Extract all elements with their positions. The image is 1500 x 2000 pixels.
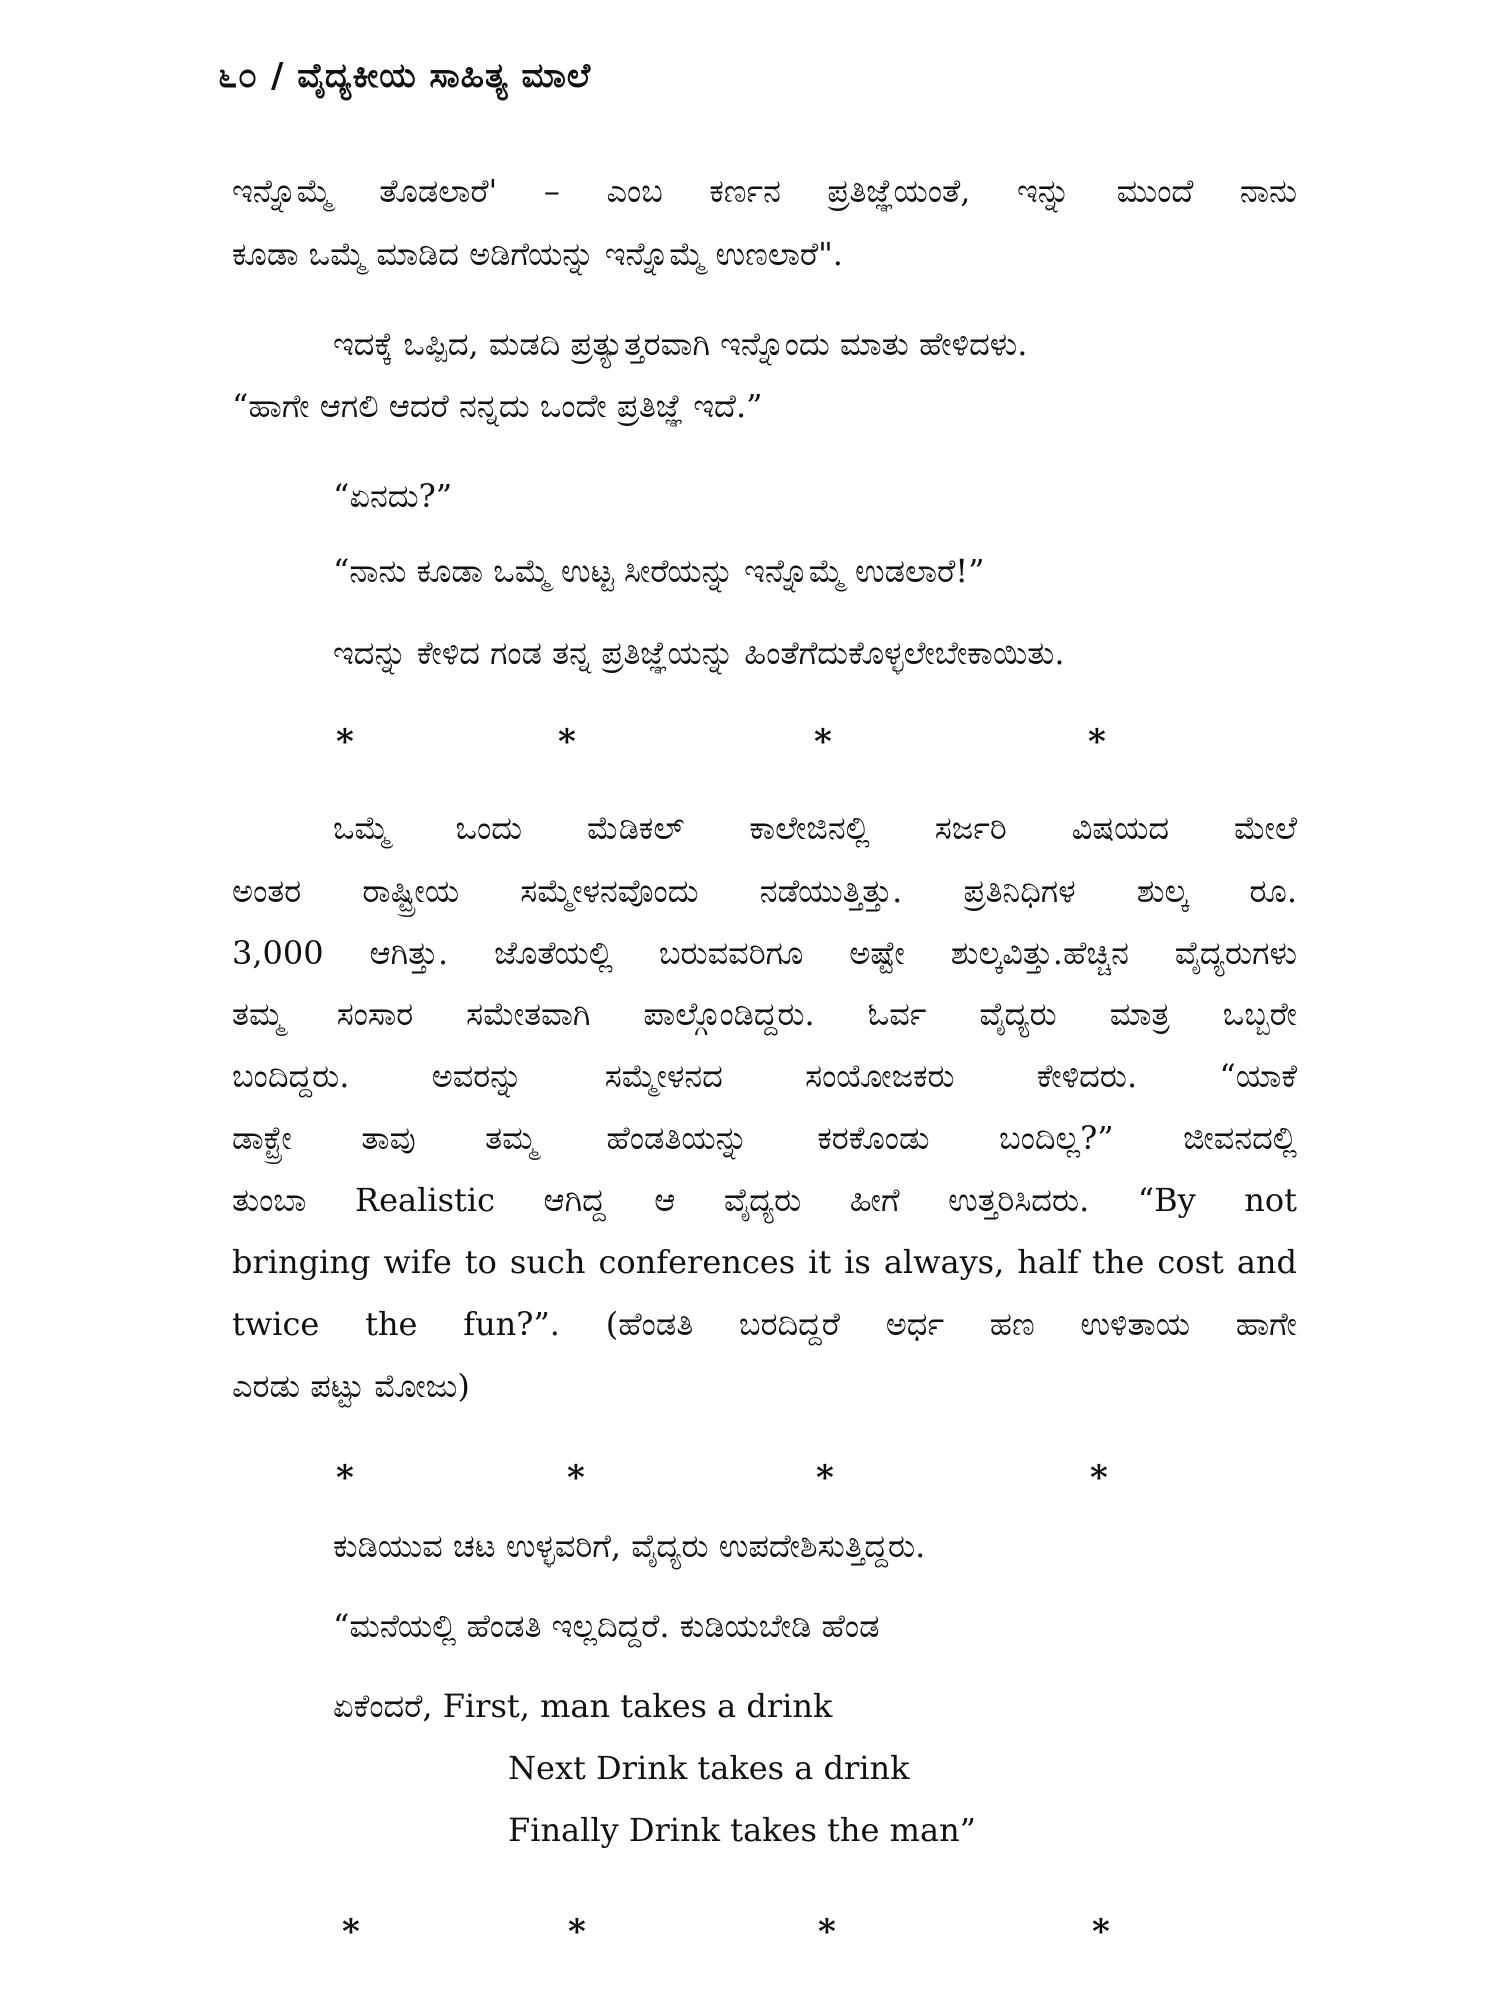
text-line: “ಹಾಗೇ ಆಗಲಿ ಆದರೆ ನನ್ನದು ಒಂದೇ ಪ್ರತಿಜ್ಞೆ ಇದೆ.”	[232, 387, 763, 425]
text-line: “ನಾನು ಕೂಡಾ ಒಮ್ಮೆ ಉಟ್ಟ ಸೀರೆಯನ್ನು ಇನ್ನೊಮ್ಮೆ ಉಡಲಾರೆ!”	[333, 552, 985, 590]
page-number: ೬೦	[218, 56, 259, 96]
separator-star: *	[336, 1458, 354, 1498]
separator-star: *	[342, 1912, 360, 1952]
text-line: ಕುಡಿಯುವ ಚಟ ಉಳ್ಳವರಿಗೆ, ವೈದ್ಯರು ಉಪದೇಶಿಸುತ್ತಿದ್ದರು.	[333, 1527, 926, 1565]
text-line: ತಮ್ಮ ಸಂಸಾರ ಸಮೇತವಾಗಿ ಪಾಲ್ಗೊಂಡಿದ್ದರು. ಓರ್ವ ವೈದ್ಯರು ಮಾತ್ರ ಒಬ್ಬರೇ	[232, 995, 1297, 1033]
text-line: ಬಂದಿದ್ದರು. ಅವರನ್ನು ಸಮ್ಮೇಳನದ ಸಂಯೋಜಕರು ಕೇಳಿದರು. “ಯಾಕೆ	[232, 1057, 1297, 1095]
separator-star: *	[1088, 722, 1106, 762]
separator-star: *	[336, 722, 354, 762]
text-line: ಇನ್ನೊಮ್ಮೆ ತೊಡಲಾರೆ' – ಎಂಬ ಕರ್ಣನ ಪ್ರತಿಜ್ಞೆಯಂತೆ, ಇನ್ನು ಮುಂದೆ ನಾನು	[232, 172, 1297, 210]
text-line: ಇದಕ್ಕೆ ಒಪ್ಪಿದ, ಮಡದಿ ಪ್ರತ್ಯುತ್ತರವಾಗಿ ಇನ್ನೊಂದು ಮಾತು ಹೇಳಿದಳು.	[333, 325, 1028, 363]
header-separator: /	[270, 56, 285, 96]
text-line: ತುಂಬಾ Realistic ಆಗಿದ್ದ ಆ ವೈದ್ಯರು ಹೀಗೆ ಉತ್ತರಿಸಿದರು. “By not	[232, 1181, 1297, 1219]
text-line: ಏಕೆಂದರೆ, First, man takes a drink	[333, 1687, 833, 1725]
separator-star: *	[814, 722, 832, 762]
separator-star: *	[818, 1912, 836, 1952]
book-title: ವೈದ್ಯಕೀಯ ಸಾಹಿತ್ಯ ಮಾಲೆ	[297, 56, 592, 96]
text-line: ಒಮ್ಮೆ ಒಂದು ಮೆಡಿಕಲ್ ಕಾಲೇಜಿನಲ್ಲಿ ಸರ್ಜರಿ ವಿಷಯದ ಮೇಲೆ	[333, 809, 1297, 847]
text-line: Finally Drink takes the man”	[508, 1811, 977, 1849]
separator-star: *	[1090, 1458, 1108, 1498]
separator-star: *	[558, 722, 576, 762]
text-line: ಇದನ್ನು ಕೇಳಿದ ಗಂಡ ತನ್ನ ಪ್ರತಿಜ್ಞೆಯನ್ನು ಹಿಂತೆಗೆದುಕೊಳ್ಳಲೇಬೇಕಾಯಿತು.	[333, 634, 1065, 672]
running-header	[218, 56, 591, 96]
text-line: 3,000 ಆಗಿತ್ತು. ಜೊತೆಯಲ್ಲಿ ಬರುವವರಿಗೂ ಅಷ್ಟೇ ಶುಲ್ಕವಿತ್ತು.ಹೆಚ್ಚಿನ ವೈದ್ಯರುಗಳು	[232, 934, 1297, 972]
text-line: ಎರಡು ಪಟ್ಟು ಮೋಜು)	[232, 1367, 470, 1405]
text-line: “ಏನದು?”	[333, 477, 453, 515]
separator-star: *	[568, 1912, 586, 1952]
text-line: Next Drink takes a drink	[508, 1749, 910, 1787]
separator-star: *	[567, 1458, 585, 1498]
text-line: twice the fun?”. (ಹೆಂಡತಿ ಬರದಿದ್ದರೆ ಅರ್ಧ ಹಣ ಉಳಿತಾಯ ಹಾಗೇ	[232, 1305, 1297, 1343]
text-line: “ಮನೆಯಲ್ಲಿ ಹೆಂಡತಿ ಇಲ್ಲದಿದ್ದರೆ. ಕುಡಿಯಬೇಡಿ ಹೆಂಡ	[333, 1607, 880, 1645]
separator-star: *	[816, 1458, 834, 1498]
separator-star: *	[1092, 1912, 1110, 1952]
text-line: ಅಂತರ ರಾಷ್ಟ್ರೀಯ ಸಮ್ಮೇಳನವೊಂದು ನಡೆಯುತ್ತಿತ್ತು. ಪ್ರತಿನಿಧಿಗಳ ಶುಲ್ಕ ರೂ.	[232, 872, 1297, 910]
text-line: ಕೂಡಾ ಒಮ್ಮೆ ಮಾಡಿದ ಅಡಿಗೆಯನ್ನು ಇನ್ನೊಮ್ಮೆ ಉಣಲಾರೆ".	[232, 235, 843, 273]
text-line: bringing wife to such conferences it is always, half the cost and	[232, 1243, 1297, 1281]
text-line: ಡಾಕ್ಟ್ರೇ ತಾವು ತಮ್ಮ ಹೆಂಡತಿಯನ್ನು ಕರಕೊಂಡು ಬಂದಿಲ್ಲ?” ಜೀವನದಲ್ಲಿ	[232, 1119, 1297, 1157]
